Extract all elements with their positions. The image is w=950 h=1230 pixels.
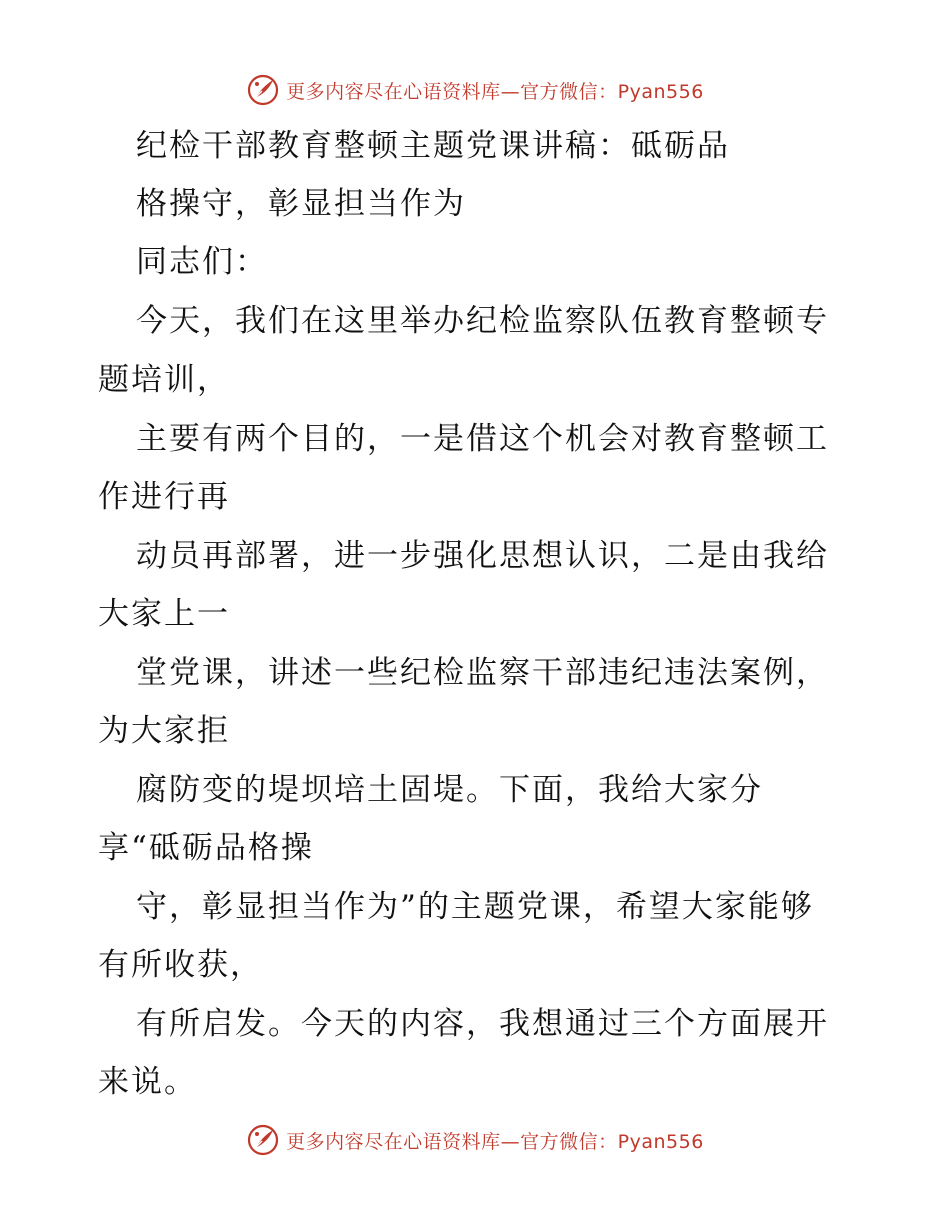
salutation: 同志们： — [136, 244, 268, 280]
paragraph-line: 来说。 — [98, 1064, 197, 1100]
feather-pen-icon — [246, 1123, 280, 1157]
document-title-line-1: 纪检干部教育整顿主题党课讲稿：砥砺品 — [136, 128, 730, 164]
paragraph-line: 享“砥砺品格操 — [98, 830, 314, 866]
footer-watermark — [0, 1122, 950, 1158]
paragraph-line: 主要有两个目的，一是借这个机会对教育整顿工 — [136, 421, 829, 457]
paragraph-line: 堂党课，讲述一些纪检监察干部违纪违法案例， — [136, 655, 829, 691]
paragraph-line: 题培训， — [98, 362, 230, 398]
document-title-line-2: 格操守，彰显担当作为 — [136, 186, 466, 222]
paragraph-line: 今天，我们在这里举办纪检监察队伍教育整顿专 — [136, 303, 829, 339]
paragraph-line: 有所收获， — [98, 947, 263, 983]
paragraph-line: 大家上一 — [98, 596, 230, 632]
paragraph-line: 有所启发。今天的内容，我想通过三个方面展开 — [136, 1006, 829, 1042]
watermark-text: 更多内容尽在心语资料库—官方微信：Pyan556 — [286, 1130, 704, 1153]
paragraph-line: 动员再部署，进一步强化思想认识，二是由我给 — [136, 538, 829, 574]
paragraph-line: 作进行再 — [98, 479, 230, 515]
paragraph-line: 为大家拒 — [98, 713, 230, 749]
watermark-text: 更多内容尽在心语资料库—官方微信：Pyan556 — [286, 80, 704, 103]
header-watermark — [0, 72, 950, 108]
paragraph-line: 守，彰显担当作为”的主题党课，希望大家能够 — [136, 889, 814, 925]
paragraph-line: 腐防变的堤坝培土固堤。下面，我给大家分 — [136, 772, 763, 808]
feather-pen-icon — [246, 73, 280, 107]
